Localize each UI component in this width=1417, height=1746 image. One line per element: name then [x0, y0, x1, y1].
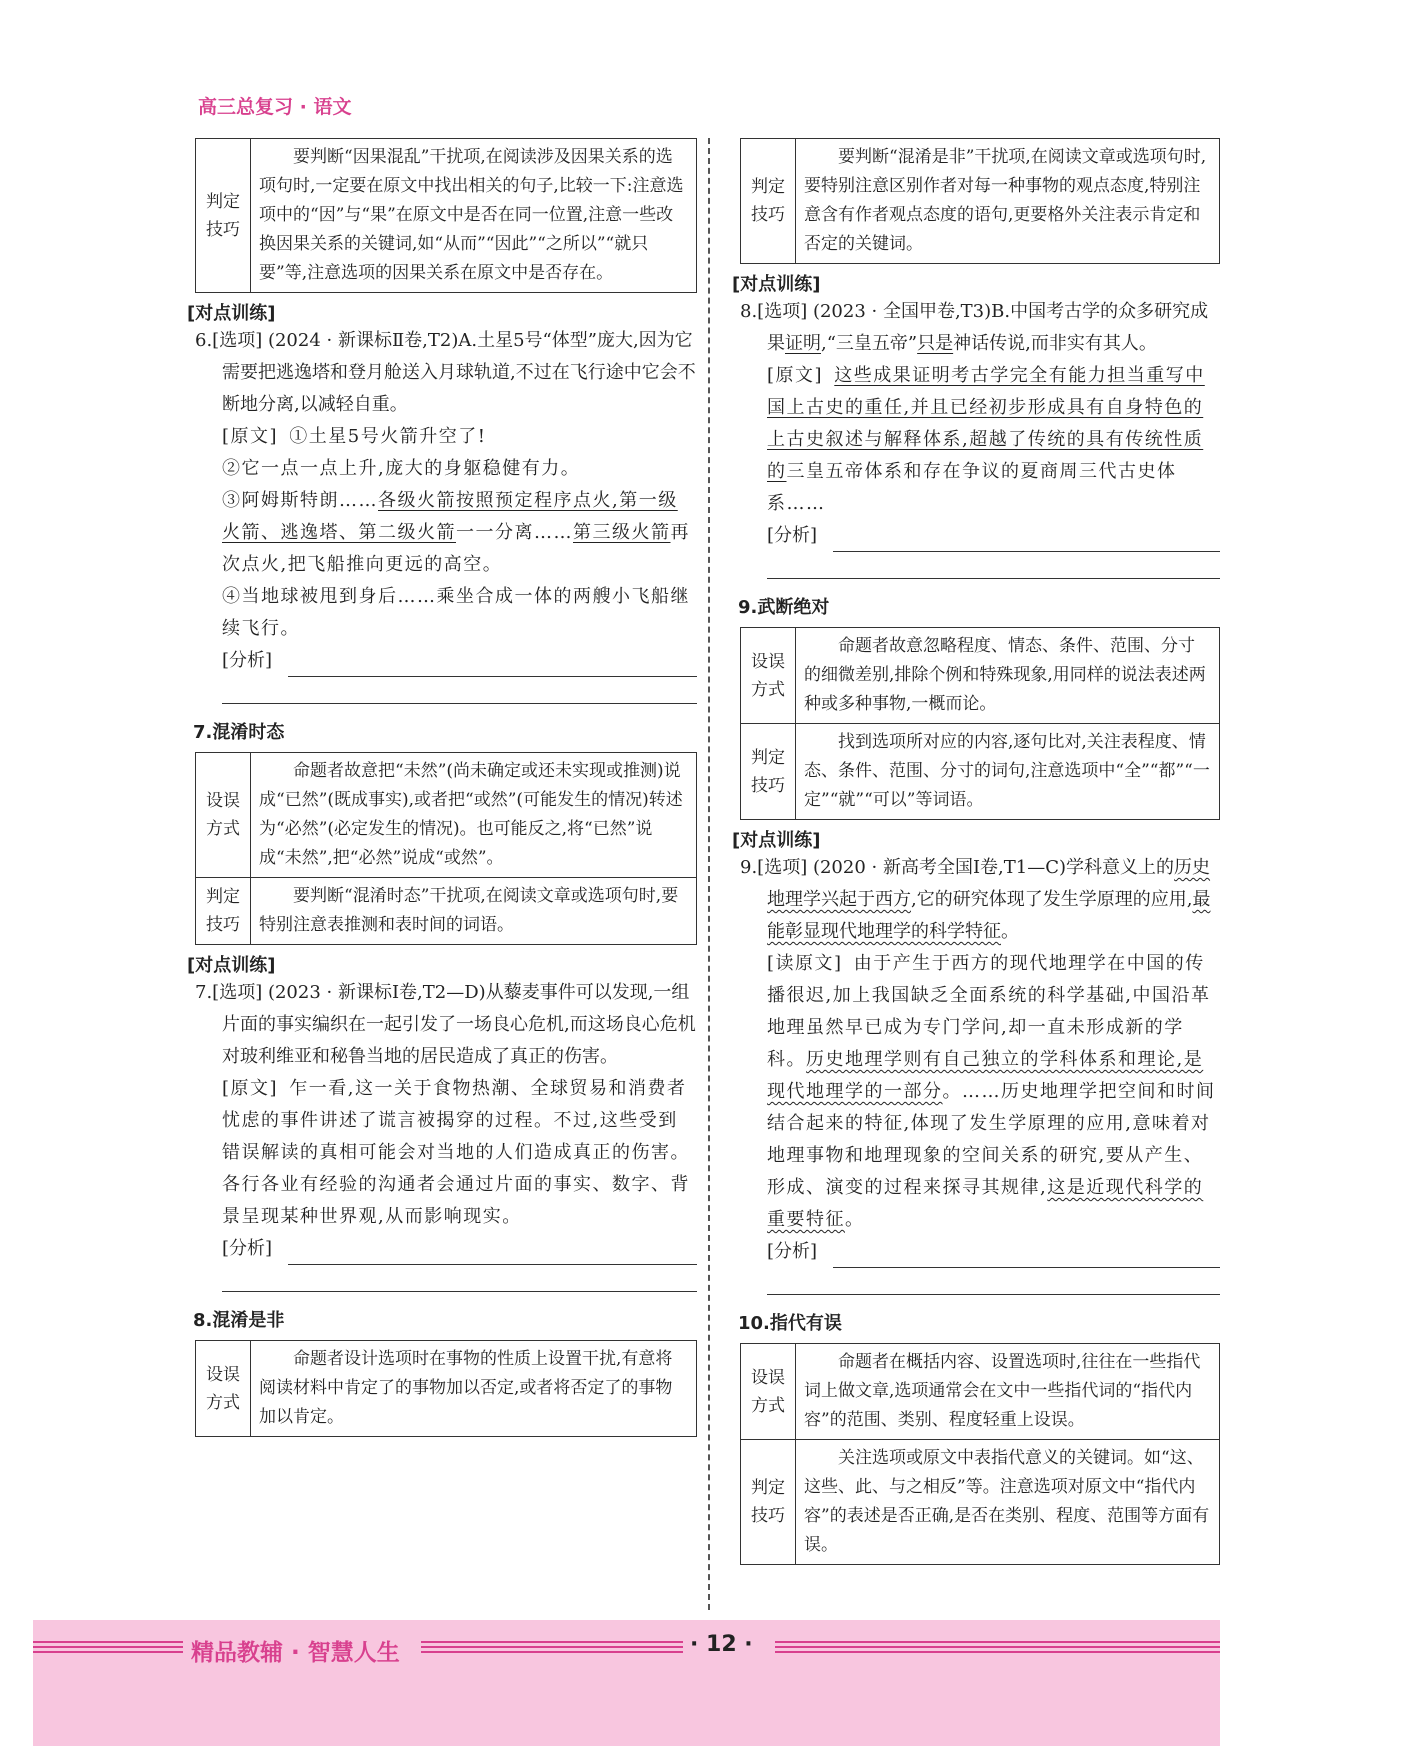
- table-text-cell: 关注选项或原文中表指代意义的关键词。如“这、这些、此、与之相反”等。注意选项对原文中“指代内容”的表述是否正确,是否在类别、程度、范围等方面有误。: [796, 1440, 1220, 1565]
- table-text-cell: 命题者故意忽略程度、情态、条件、范围、分寸的细微差别,排除个例和特殊现象,用同样的说法表述两种或多种事物,一概而论。: [796, 628, 1220, 724]
- footer-stripe-decoration: [775, 1641, 1220, 1654]
- question-6: [195, 325, 697, 421]
- tense-confusion-table: [195, 752, 697, 945]
- answer-blank[interactable]: [833, 1243, 1220, 1268]
- page-number: · 12 ·: [690, 1632, 753, 1657]
- footer-stripe-decoration: [33, 1641, 183, 1654]
- option-tag: 6.[选项]: [195, 330, 263, 351]
- underlined-text: 第三级火箭: [573, 522, 671, 543]
- analysis-line-7: [195, 1233, 697, 1265]
- footer-brand-label: 精品教辅 · 智慧人生: [191, 1640, 400, 1666]
- original-text-7: [原文] 乍一看,这一关于食物热潮、全球贸易和消费者忧虑的事件讲述了谎言被揭穿的过程。不过,这些受到错误解读的真相可能会对当地的人们造成真正的伤害。各行各业有经验的沟通者会通过片面的事实、数字、背景呈现某种世界观,从而影响现实。: [222, 1078, 690, 1227]
- option-tag: 7.[选项]: [195, 982, 263, 1003]
- table-text-cell: 命题者设计选项时在事物的性质上设置干扰,有意将阅读材料中肯定了的事物加以否定,或者将否定了的事物加以肯定。: [251, 1341, 697, 1437]
- column-divider: [708, 138, 710, 1610]
- analysis-tag: [分析]: [222, 1238, 273, 1259]
- original-text-6-line-1: [原文] ①土星5号火箭升空了!: [222, 426, 487, 447]
- table-text-cell: 要判断“因果混乱”干扰项,在阅读涉及因果关系的选项句时,一定要在原文中找出相关的句子,比较一下:注意选项中的“因”与“果”在原文中是否在同一位置,注意一些改换因果关系的关键词,如“从而”“因此”“之所以”“就只要”等,注意选项的因果关系在原文中是否存在。: [251, 139, 697, 293]
- analysis-line-6: [195, 645, 697, 677]
- original-text-6-line-2: ②它一点一点上升,庞大的身躯稳健有力。: [222, 458, 581, 479]
- original-text-8: [原文] 这些成果证明考古学完全有能力担当重写中国上古史的重任,并且已经初步形成具有自身特色的上古史叙述与解释体系,超越了传统的具有传统性质的三皇五帝体系和存在争议的夏商周三代古史体系……: [767, 365, 1205, 514]
- analysis-tag: [分析]: [767, 1241, 818, 1262]
- analysis-line-8: [740, 520, 1220, 552]
- section-title-8: 8.混淆是非: [193, 1310, 285, 1331]
- table-label-cell: 判定技巧: [741, 1440, 796, 1565]
- question-8: 8.[选项] (2023 · 全国甲卷,T3)B.中国考古学的众多研究成果证明,“三皇五帝”只是神话传说,而非实有其人。: [740, 301, 1209, 354]
- reference-error-table: [740, 1343, 1220, 1565]
- footer-stripe-decoration: [421, 1641, 683, 1654]
- table-text-cell: 要判断“混淆时态”干扰项,在阅读文章或选项句时,要特别注意表推测和表时间的词语。: [251, 878, 697, 945]
- table-text-cell: 命题者在概括内容、设置选项时,往往在一些指代词上做文章,选项通常会在文中一些指代词的“指代内容”的范围、类别、程度轻重上设误。: [796, 1344, 1220, 1440]
- answer-blank-2[interactable]: [222, 677, 697, 704]
- page-header-title: 高三总复习 · 语文: [198, 96, 352, 118]
- left-column: [187, 138, 697, 1437]
- wavy-underlined-text: 历史地理学则有自己独立的学科体系和理论,是现代地理学的一部分: [767, 1049, 1204, 1102]
- table-label-cell: 判定技巧: [741, 139, 796, 264]
- wavy-underlined-text: 历史地理学兴起于西方: [767, 857, 1211, 910]
- drill-heading: [对点训练]: [187, 303, 276, 324]
- answer-blank-2[interactable]: [767, 552, 1220, 579]
- answer-blank[interactable]: [288, 1240, 697, 1265]
- judgement-tips-table-causality: [195, 138, 697, 293]
- answer-blank[interactable]: [833, 527, 1220, 552]
- analysis-tag: [分析]: [222, 650, 273, 671]
- option-tag: 9.[选项]: [740, 857, 808, 878]
- option-tag: 8.[选项]: [740, 301, 808, 322]
- table-label-cell: 判定技巧: [196, 139, 251, 293]
- analysis-tag: [分析]: [767, 525, 818, 546]
- right-column: [732, 138, 1220, 1565]
- table-label-cell: 设误方式: [196, 1341, 251, 1437]
- original-tag: [原文]: [222, 426, 279, 447]
- table-label-cell: 设误方式: [741, 1344, 796, 1440]
- original-text-6-line-3: ③阿姆斯特朗……各级火箭按照预定程序点火,第一级火箭、逃逸塔、第二级火箭一一分离……第三级火箭再次点火,把飞船推向更远的高空。: [222, 490, 690, 575]
- original-tag: [原文]: [222, 1078, 279, 1099]
- drill-heading: [对点训练]: [732, 274, 821, 295]
- judgement-tips-table-right-wrong: [740, 138, 1220, 264]
- underlined-text: 这些成果证明考古学完全有能力担当重写中国上古史的重任,并且已经初步形成具有自身特色的上古史叙述与解释体系,超越了传统的具有传统性质的: [767, 365, 1205, 482]
- section-title-9: 9.武断绝对: [738, 597, 830, 618]
- wavy-underlined-text: 这是近现代科学的重要特征: [767, 1177, 1204, 1230]
- answer-blank[interactable]: [288, 652, 697, 677]
- original-text-6-line-4: ④当地球被甩到身后……乘坐合成一体的两艘小飞船继续飞行。: [222, 586, 690, 639]
- original-tag: [读原文]: [767, 953, 843, 974]
- right-wrong-confusion-table: [195, 1340, 697, 1437]
- underlined-text: 各级火箭按照预定程序点火,第一级火箭、逃逸塔、第二级火箭: [222, 490, 678, 543]
- original-text-9: [读原文] 由于产生于西方的现代地理学在中国的传播很迟,加上我国缺乏全面系统的科学基础,中国沿革地理虽然早已成为专门学问,却一直未形成新的学科。历史地理学则有自己独立的学科体系和理论,是现代地理学的一部分。……历史地理学把空间和时间结合起来的特征,体现了发生学原理的应用,意味着对地理事物和地理现象的空间关系的研究,要从产生、形成、演变的过程来探寻其规律,这是近现代科学的重要特征。: [767, 953, 1216, 1230]
- underlined-text: 证明: [785, 333, 821, 354]
- section-title-10: 10.指代有误: [738, 1313, 842, 1334]
- table-label-cell: 判定技巧: [741, 724, 796, 820]
- original-tag: [原文]: [767, 365, 824, 386]
- table-label-cell: 设误方式: [196, 753, 251, 878]
- table-text-cell: 命题者故意把“未然”(尚未确定或还未实现或推测)说成“已然”(既成事实),或者把“或然”(可能发生的情况)转述为“必然”(必定发生的情况)。也可能反之,将“已然”说成“未然”,把“必然”说成“或然”。: [251, 753, 697, 878]
- absolute-statement-table: [740, 627, 1220, 820]
- wavy-underlined-text: 最能彰显现代地理学的科学特征: [767, 889, 1211, 942]
- answer-blank-2[interactable]: [222, 1265, 697, 1292]
- question-text: (2024 · 新课标Ⅱ卷,T2)A.土星5号“体型”庞大,因为它需要把逃逸塔和登月舱送入月球轨道,不过在飞行途中它会不断地分离,以减轻自重。: [222, 330, 696, 415]
- question-text: (2023 · 新课标Ⅰ卷,T2—D)从藜麦事件可以发现,一组片面的事实编织在一起引发了一场良心危机,而这场良心危机对玻利维亚和秘鲁当地的居民造成了真正的伤害。: [222, 982, 696, 1067]
- table-text-cell: 要判断“混淆是非”干扰项,在阅读文章或选项句时,要特别注意区别作者对每一种事物的观点态度,特别注意含有作者观点态度的语句,更要格外关注表示肯定和否定的关键词。: [796, 139, 1220, 264]
- table-label-cell: 设误方式: [741, 628, 796, 724]
- drill-heading: [对点训练]: [732, 830, 821, 851]
- drill-heading: [对点训练]: [187, 955, 276, 976]
- answer-blank-2[interactable]: [767, 1268, 1220, 1295]
- question-9: 9.[选项] (2020 · 新高考全国Ⅰ卷,T1—C)学科意义上的历史地理学兴起于西方,它的研究体现了发生学原理的应用,最能彰显现代地理学的科学特征。: [740, 857, 1211, 942]
- question-7: [195, 977, 697, 1073]
- analysis-line-9: [740, 1236, 1220, 1268]
- underlined-text: 只是: [917, 333, 954, 354]
- page-footer: [33, 1620, 1220, 1746]
- table-label-cell: 判定技巧: [196, 878, 251, 945]
- table-text-cell: 找到选项所对应的内容,逐句比对,关注表程度、情态、条件、范围、分寸的词句,注意选项中“全”“都”“一定”“就”“可以”等词语。: [796, 724, 1220, 820]
- section-title-7: 7.混淆时态: [193, 722, 285, 743]
